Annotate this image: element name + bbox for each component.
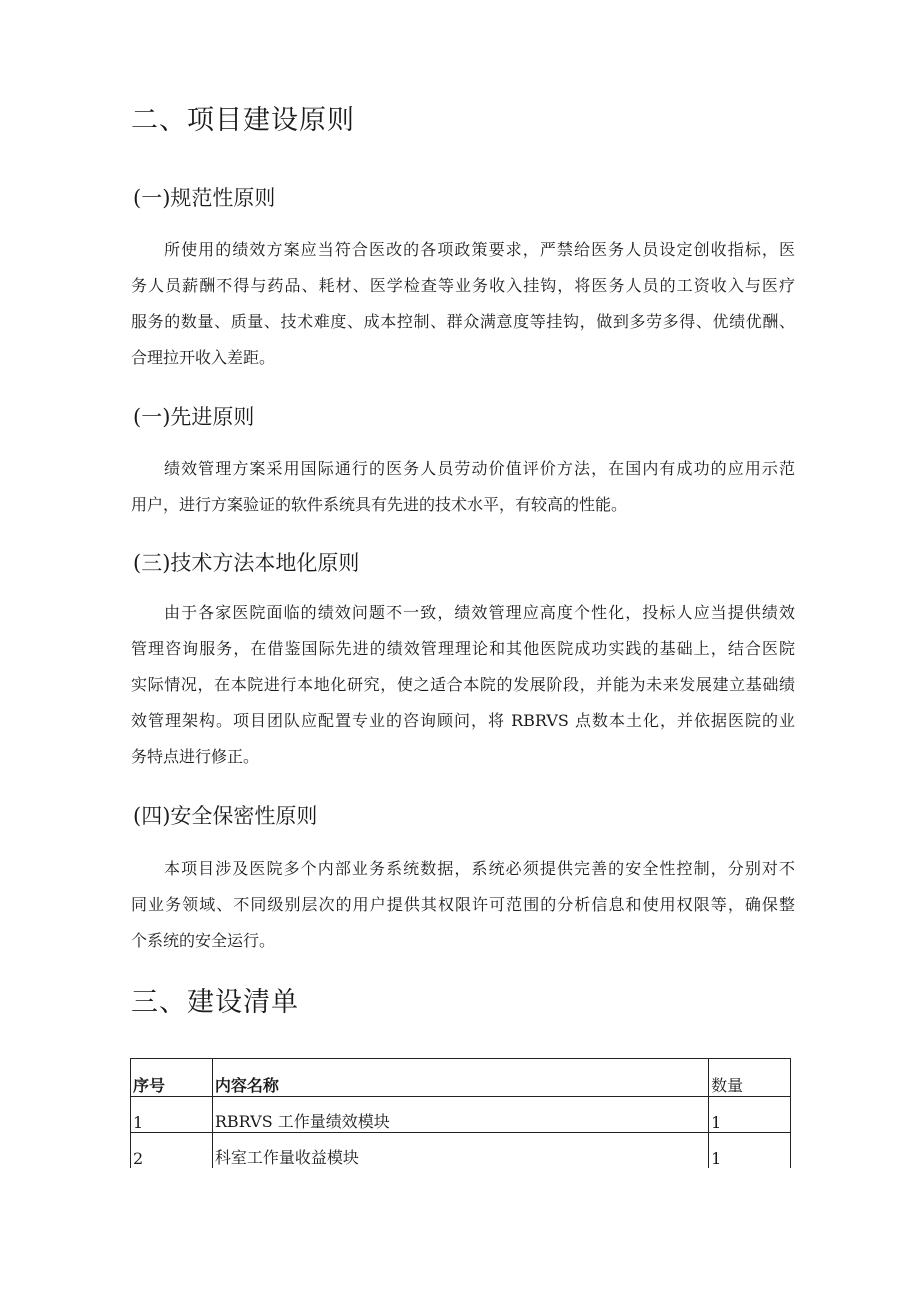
paragraph-line: 管理咨询服务，在借鉴国际先进的绩效管理理论和其他医院成功实践的基础上，结合医院	[131, 639, 795, 658]
cell-index: 1	[131, 1097, 213, 1133]
paragraph-line: 由于各家医院面临的绩效问题不一致，绩效管理应高度个性化，投标人应当提供绩效	[164, 603, 795, 622]
paragraph-security	[131, 851, 795, 959]
paragraph-line: 务人员薪酬不得与药品、耗材、医学检查等业务收入挂钩，将医务人员的工资收入与医疗	[131, 276, 795, 295]
cell-quantity: 1	[709, 1133, 791, 1169]
cell-content-name: 科室工作量收益模块	[212, 1133, 708, 1169]
paragraph-localization	[131, 595, 795, 775]
paragraph-line: 个系统的安全运行。	[131, 931, 276, 950]
paragraph-advanced	[131, 451, 795, 523]
subsection-heading-localization: (三)技术方法本地化原则	[133, 551, 360, 575]
table-header-row	[131, 1059, 791, 1097]
paragraph-line: 用户，进行方案验证的软件系统具有先进的技术水平，有较高的性能。	[131, 495, 628, 514]
subsection-heading-standard: (一)规范性原则	[133, 186, 276, 210]
paragraph-line: 同业务领域、不同级别层次的用户提供其权限许可范围的分析信息和使用权限等，确保整	[131, 895, 795, 914]
cell-index: 2	[131, 1133, 213, 1169]
table-row	[131, 1133, 791, 1169]
subsection-heading-advanced: (一)先进原则	[133, 405, 255, 429]
paragraph-line: 所使用的绩效方案应当符合医改的各项政策要求，严禁给医务人员设定创收指标，医	[164, 240, 795, 259]
section-title-principles: 二、项目建设原则	[131, 105, 355, 136]
paragraph-line: 效管理架构。项目团队应配置专业的咨询顾问，将 RBRVS 点数本土化，并依据医院的业	[131, 711, 795, 730]
paragraph-line: 实际情况，在本院进行本地化研究，使之适合本院的发展阶段，并能为未来发展建立基础绩	[131, 675, 795, 694]
paragraph-line: 本项目涉及医院多个内部业务系统数据，系统必须提供完善的安全性控制，分别对不	[164, 859, 795, 878]
header-content-name: 内容名称	[212, 1059, 708, 1097]
header-quantity: 数量	[709, 1059, 791, 1097]
table-row	[131, 1097, 791, 1133]
cell-quantity: 1	[709, 1097, 791, 1133]
cell-content-name: RBRVS 工作量绩效模块	[212, 1097, 708, 1133]
subsection-heading-security: (四)安全保密性原则	[133, 804, 318, 828]
paragraph-line: 绩效管理方案采用国际通行的医务人员劳动价值评价方法，在国内有成功的应用示范	[164, 459, 795, 478]
paragraph-line: 合理拉开收入差距。	[131, 348, 276, 367]
header-index: 序号	[131, 1059, 213, 1097]
construction-list-table	[130, 1058, 791, 1168]
section-title-checklist: 三、建设清单	[131, 987, 299, 1018]
paragraph-line: 服务的数量、质量、技术难度、成本控制、群众满意度等挂钩，做到多劳多得、优绩优酬、	[131, 312, 795, 331]
paragraph-line: 务特点进行修正。	[131, 747, 260, 766]
paragraph-standard	[131, 232, 795, 376]
